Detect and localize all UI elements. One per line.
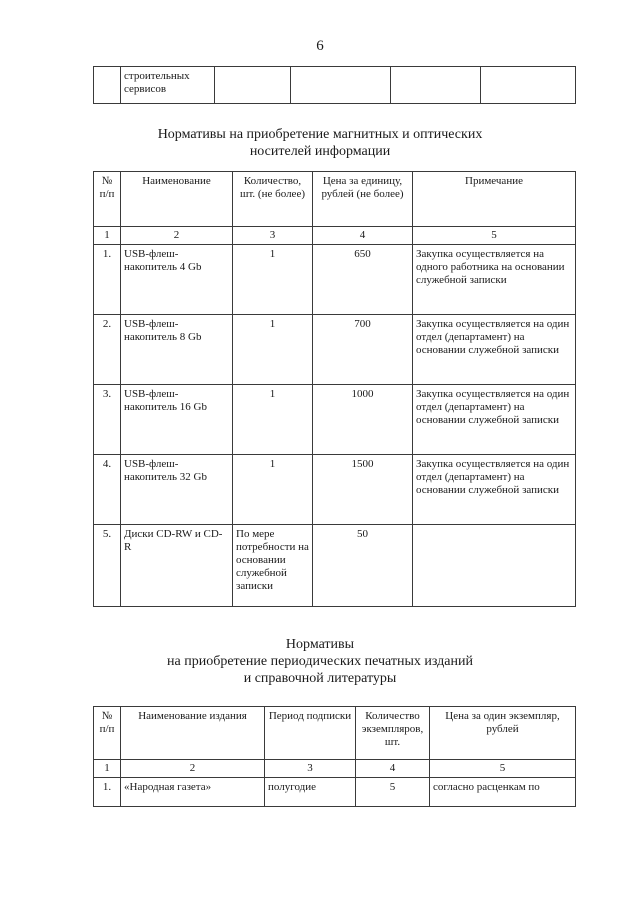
item-note: Закупка осуществляется на одного работника на основании служебной записки	[413, 245, 576, 315]
row-number: 2.	[94, 315, 121, 385]
table-cell	[94, 67, 121, 104]
continuation-table	[93, 66, 576, 104]
column-header: Количество, шт. (не более)	[233, 172, 313, 227]
table-cell	[215, 67, 291, 104]
row-number: 1.	[94, 778, 121, 807]
subscription-period: полугодие	[265, 778, 356, 807]
table-row	[94, 778, 576, 807]
item-name: USB-флеш-накопитель 16 Gb	[121, 385, 233, 455]
table-row	[94, 315, 576, 385]
column-header: № п/п	[94, 172, 121, 227]
periodicals-table	[93, 706, 576, 807]
column-number: 3	[233, 227, 313, 245]
column-header: Цена за один экземпляр, рублей	[430, 707, 576, 760]
column-header: Наименование	[121, 172, 233, 227]
row-number: 5.	[94, 525, 121, 607]
table-cell	[391, 67, 481, 104]
column-number: 3	[265, 760, 356, 778]
table-row	[94, 245, 576, 315]
table-row	[94, 67, 576, 104]
item-quantity: 1	[233, 315, 313, 385]
storage-media-table	[93, 171, 576, 607]
item-price: 650	[313, 245, 413, 315]
item-note: Закупка осуществляется на один отдел (департамент) на основании служебной записки	[413, 455, 576, 525]
page-number: 6	[316, 38, 324, 54]
column-header: Цена за единицу, рублей (не более)	[313, 172, 413, 227]
item-name: USB-флеш-накопитель 8 Gb	[121, 315, 233, 385]
item-price: 700	[313, 315, 413, 385]
section-title-line: Нормативы	[285, 637, 355, 652]
column-header: Период подписки	[265, 707, 356, 760]
item-note	[413, 525, 576, 607]
column-header: Примечание	[413, 172, 576, 227]
column-number: 5	[413, 227, 576, 245]
item-name: USB-флеш-накопитель 4 Gb	[121, 245, 233, 315]
column-number: 2	[121, 227, 233, 245]
item-price: 50	[313, 525, 413, 607]
column-header: Наименование издания	[121, 707, 265, 760]
column-number: 4	[313, 227, 413, 245]
column-header: Количество экземпляров, шт.	[356, 707, 430, 760]
section-title	[0, 636, 640, 687]
item-quantity: 1	[233, 385, 313, 455]
column-number: 1	[94, 760, 121, 778]
table-row	[94, 455, 576, 525]
column-header: № п/п	[94, 707, 121, 760]
item-price: 1500	[313, 455, 413, 525]
section-title-line: Нормативы на приобретение магнитных и оптических	[157, 127, 483, 142]
table-row	[94, 525, 576, 607]
column-number: 2	[121, 760, 265, 778]
item-note: Закупка осуществляется на один отдел (департамент) на основании служебной записки	[413, 315, 576, 385]
table-header-row	[94, 172, 576, 227]
column-number: 4	[356, 760, 430, 778]
item-price: 1000	[313, 385, 413, 455]
section-title-line: на приобретение периодических печатных изданий	[167, 654, 473, 669]
publication-name: «Народная газета»	[121, 778, 265, 807]
table-cell	[291, 67, 391, 104]
item-name: USB-флеш-накопитель 32 Gb	[121, 455, 233, 525]
table-cell	[481, 67, 576, 104]
section-title	[0, 126, 640, 160]
row-number: 1.	[94, 245, 121, 315]
table-row	[94, 385, 576, 455]
column-number-row	[94, 760, 576, 778]
table-cell: строительных сервисов	[121, 67, 215, 104]
section-title-line: носителей информации	[249, 144, 391, 159]
copies-quantity: 5	[356, 778, 430, 807]
item-note: Закупка осуществляется на один отдел (департамент) на основании служебной записки	[413, 385, 576, 455]
row-number: 4.	[94, 455, 121, 525]
item-quantity: По мере потребности на основании служебной записки	[233, 525, 313, 607]
section-title-line: и справочной литературы	[243, 671, 397, 686]
table-header-row	[94, 707, 576, 760]
item-name: Диски CD-RW и CD-R	[121, 525, 233, 607]
row-number: 3.	[94, 385, 121, 455]
item-quantity: 1	[233, 245, 313, 315]
copy-price: согласно расценкам по	[430, 778, 576, 807]
column-number: 5	[430, 760, 576, 778]
column-number: 1	[94, 227, 121, 245]
column-number-row	[94, 227, 576, 245]
item-quantity: 1	[233, 455, 313, 525]
